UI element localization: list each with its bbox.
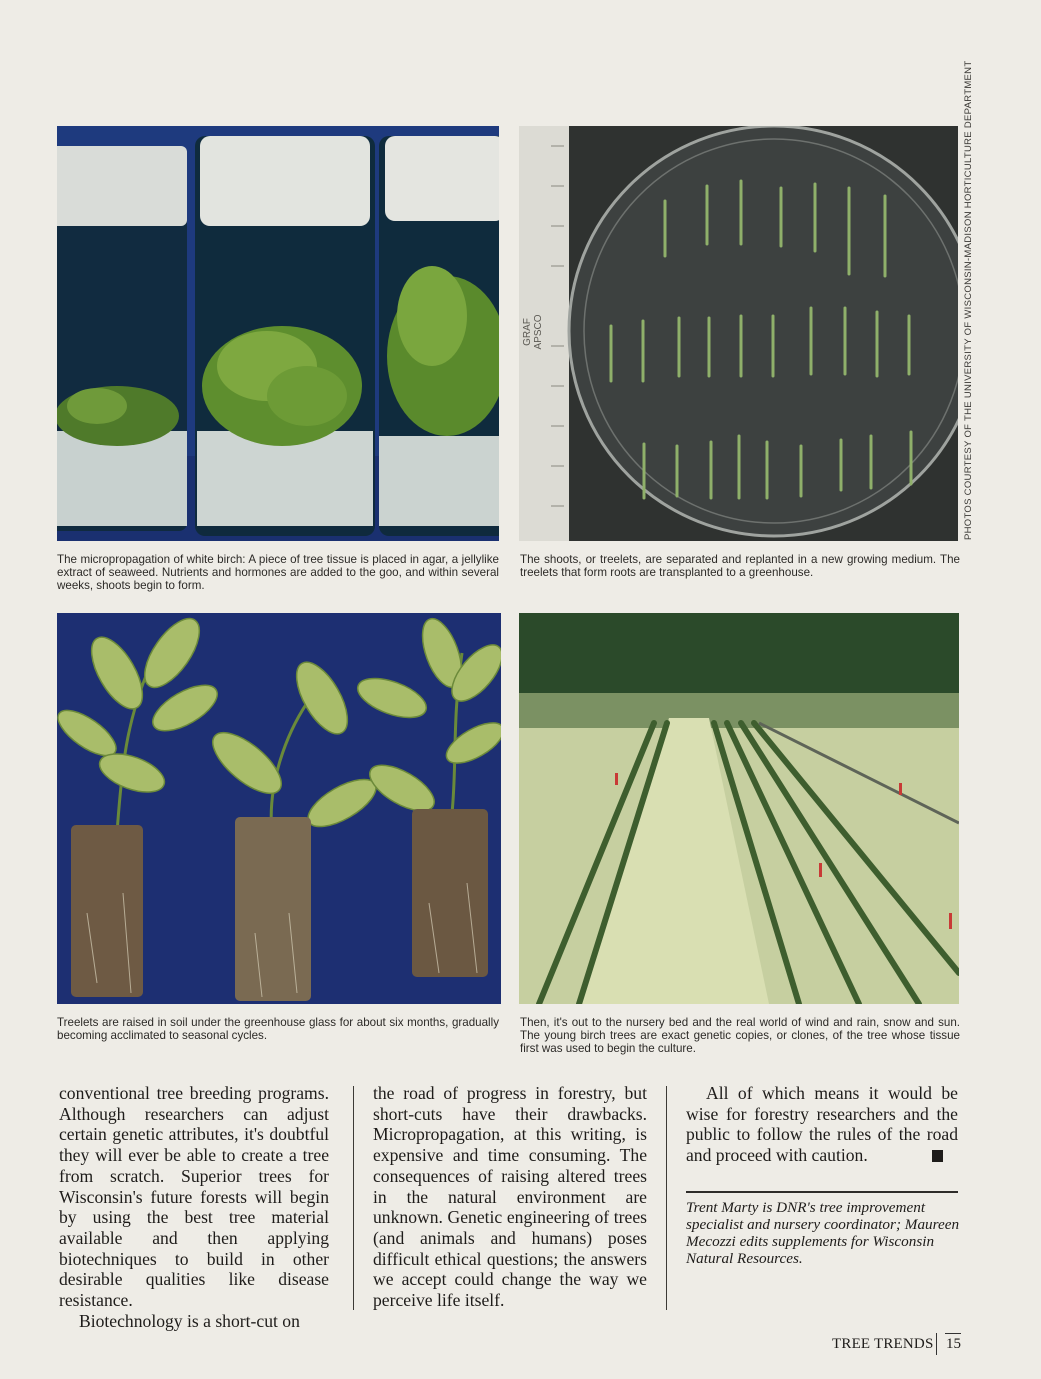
closing-text: All of which means it would be wise for forestry researchers and the public to follow the rules of the road and proceed with caution. [686,1083,958,1166]
section-name: TREE TRENDS [832,1336,934,1352]
photo-petri-dish [519,126,958,541]
footer-rule [945,1333,961,1334]
bio-rule [686,1191,958,1193]
caption-petri: The shoots, or treelets, are separated and replanted in a new growing medium. The treelets that form roots are transplanted to a greenhouse. [520,553,960,579]
article-paragraph: conventional tree breeding programs. Although researchers can adjust certain genetic attributes, it's doubtful they will ever be able to create a tree from scratch. Superior trees for Wisconsin's future forests will begin by using the best tree material available and then applying biotechniques to build in other desirable qualities like disease resistance. [59,1083,329,1311]
photo-credit: PHOTOS COURTESY OF THE UNIVERSITY OF WISCONSIN-MADISON HORTICULTURE DEPARTMENT [963,60,974,540]
footer-divider [936,1333,937,1355]
caption-nursery: Then, it's out to the nursery bed and the real world of wind and rain, snow and sun. The young birch trees are exact genetic copies, or clones, of the tree whose tissue first was used to begin the culture. [520,1016,960,1055]
column-divider [353,1086,354,1310]
photo-nursery-bed [519,613,959,1004]
article-paragraph [686,1083,958,1166]
page-number: 15 [946,1336,961,1352]
photo-jars [57,126,499,541]
photo-potted-treelets [57,613,501,1004]
article-paragraph: the road of progress in forestry, but short-cuts have their drawbacks. Micropropagation, at this writing, is expensive and time consuming. The consequences of raising altered trees in the natural environment are unknown. Genetic engineering of trees (and animals and humans) poses difficult ethical questions; the answers we accept could change the way we perceive life itself. [373,1083,647,1311]
article-column-3 [686,1083,958,1166]
article-column-2 [373,1083,647,1311]
article-column-1 [59,1083,329,1331]
end-mark-icon [932,1150,943,1162]
caption-potted: Treelets are raised in soil under the greenhouse glass for about six months, gradually becoming acclimated to seasonal cycles. [57,1016,499,1042]
ruler-label: GRAF APSCO [522,314,544,350]
column-divider [666,1086,667,1310]
author-bio: Trent Marty is DNR's tree improvement specialist and nursery coordinator; Maureen Mecozzi edits supplements for Wisconsin Natural Resources. [686,1199,960,1267]
article-paragraph: Biotechnology is a short-cut on [79,1310,300,1331]
caption-jars: The micropropagation of white birch: A piece of tree tissue is placed in agar, a jellylike extract of seaweed. Nutrients and hormones are added to the goo, and within several weeks, shoots begin to form. [57,553,499,592]
